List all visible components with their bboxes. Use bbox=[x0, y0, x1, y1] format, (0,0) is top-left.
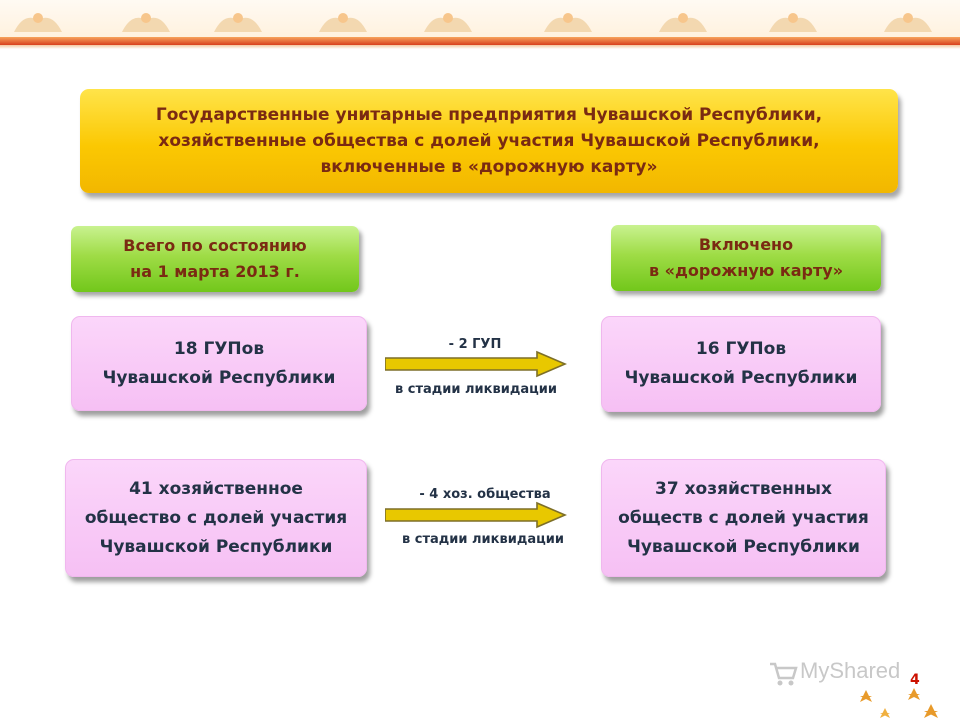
arrow-label-bottom: в стадии ликвидации bbox=[402, 532, 564, 547]
right-header-line: Включено bbox=[698, 235, 794, 254]
right-arrow-icon bbox=[385, 501, 567, 529]
box-line: 41 хозяйственное bbox=[129, 478, 303, 499]
arrow-label-top: - 2 ГУП bbox=[448, 337, 502, 352]
box-line: Чувашской Республики bbox=[102, 367, 336, 388]
box-line: обществ с долей участия bbox=[618, 507, 869, 528]
right-column-header bbox=[611, 225, 881, 291]
top-stripe-shadow bbox=[0, 45, 960, 49]
arrow-label-bottom: в стадии ликвидации bbox=[395, 382, 557, 397]
left-header-line: на 1 марта 2013 г. bbox=[130, 262, 300, 281]
title-line: Государственные унитарные предприятия Чувашской Республики, bbox=[155, 105, 823, 125]
ornament-icon bbox=[420, 8, 476, 34]
box-line: 18 ГУПов bbox=[173, 338, 265, 359]
box-line: 37 хозяйственных bbox=[655, 478, 832, 499]
top-accent-stripe bbox=[0, 37, 960, 45]
box-line: общество с долей участия bbox=[84, 507, 348, 528]
box-line: Чувашской Республики bbox=[627, 536, 860, 557]
box-line: Чувашской Республики bbox=[99, 536, 333, 557]
box-line: Чувашской Республики bbox=[624, 368, 858, 388]
title-line: включенные в «дорожную карту» bbox=[320, 157, 658, 177]
watermark-logo bbox=[768, 658, 928, 690]
right-arrow-icon bbox=[385, 350, 567, 378]
ornament-icon bbox=[210, 8, 266, 34]
left-box-gup bbox=[71, 316, 367, 411]
right-box-companies bbox=[601, 459, 886, 577]
ornament-icon bbox=[765, 8, 821, 34]
right-box-gup bbox=[601, 316, 881, 412]
left-column-header bbox=[71, 226, 359, 292]
right-header-line: в «дорожную карту» bbox=[648, 261, 844, 280]
ornament-icon bbox=[10, 8, 66, 34]
page-number: 4 bbox=[910, 672, 920, 688]
ornament-icon bbox=[315, 8, 371, 34]
arrow-label-top: - 4 хоз. общества bbox=[419, 487, 551, 502]
left-header-line: Всего по состоянию bbox=[123, 236, 307, 255]
box-line: 16 ГУПов bbox=[695, 339, 787, 359]
top-ornament-band bbox=[0, 0, 960, 40]
ornament-icon bbox=[880, 8, 936, 34]
cart-icon bbox=[768, 660, 798, 688]
left-box-companies bbox=[65, 459, 367, 577]
ornament-icon bbox=[655, 8, 711, 34]
ornament-icon bbox=[118, 8, 174, 34]
title-banner bbox=[80, 89, 898, 193]
title-line: хозяйственные общества с долей участия Чувашской Республики, bbox=[158, 131, 820, 151]
watermark-text: MyShared bbox=[800, 658, 901, 683]
ornament-icon bbox=[540, 8, 596, 34]
